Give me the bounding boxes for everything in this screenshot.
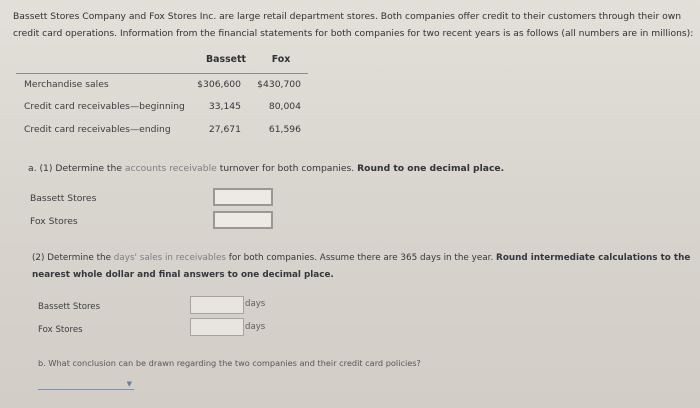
chevron-down-icon: ▼ xyxy=(126,380,132,388)
question-a1-text-2: turnover for both companies. xyxy=(216,163,358,174)
problem-intro: Bassett Stores Company and Fox Stores Inc. are large retail department stores. Both companies offer credit to their customers through their own credit card operations. Information from the financial statements for both companies for two recent years is as follows (all numbers are in millions): xyxy=(13,11,694,39)
a1-input-fox-turnover[interactable] xyxy=(213,211,273,229)
a1-label-fox: Fox Stores xyxy=(30,216,78,227)
cell-bassett-receivables-ending: 27,671 xyxy=(208,124,241,135)
term-accounts-receivable: accounts receivable xyxy=(124,163,217,174)
question-a2 xyxy=(32,250,692,284)
a2-input-fox-days[interactable] xyxy=(190,318,244,336)
a2-label-bassett: Bassett Stores xyxy=(38,302,101,312)
table-header-divider xyxy=(16,73,308,74)
question-a2-text: (2) Determine the xyxy=(32,253,114,263)
term-days-sales-in-receivables: days' sales in receivables xyxy=(113,253,226,263)
question-a1 xyxy=(28,163,504,174)
row-label-receivables-beginning: Credit card receivables—beginning xyxy=(24,101,185,112)
a2-input-bassett-days[interactable] xyxy=(190,296,244,314)
a1-input-bassett-turnover[interactable] xyxy=(213,188,273,206)
question-a2-rounding: Round intermediate calculations to the nearest whole dollar and final answers to one decimal place. xyxy=(32,253,691,280)
cell-bassett-receivables-beginning: 33,145 xyxy=(208,101,241,112)
question-a2-text-2: for both companies. Assume there are 365 days in the year. xyxy=(225,253,497,263)
cell-bassett-merchandise-sales: $306,600 xyxy=(197,79,241,90)
a2-unit-bassett: days xyxy=(245,299,266,309)
a2-unit-fox: days xyxy=(245,322,266,332)
row-label-merchandise-sales: Merchandise sales xyxy=(24,79,109,90)
question-a1-rounding: Round to one decimal place. xyxy=(357,163,505,174)
question-b: b. What conclusion can be drawn regarding the two companies and their credit card policies? xyxy=(38,358,421,368)
column-header-bassett: Bassett xyxy=(206,54,246,65)
conclusion-dropdown[interactable] xyxy=(38,377,134,390)
column-header-fox: Fox xyxy=(271,54,291,65)
cell-fox-receivables-beginning: 80,004 xyxy=(268,101,301,112)
a2-label-fox: Fox Stores xyxy=(38,325,83,335)
question-a1-text: a. (1) Determine the xyxy=(28,163,125,174)
a1-label-bassett: Bassett Stores xyxy=(30,193,97,204)
row-label-receivables-ending: Credit card receivables—ending xyxy=(24,124,171,135)
cell-fox-merchandise-sales: $430,700 xyxy=(257,79,301,90)
cell-fox-receivables-ending: 61,596 xyxy=(268,124,301,135)
